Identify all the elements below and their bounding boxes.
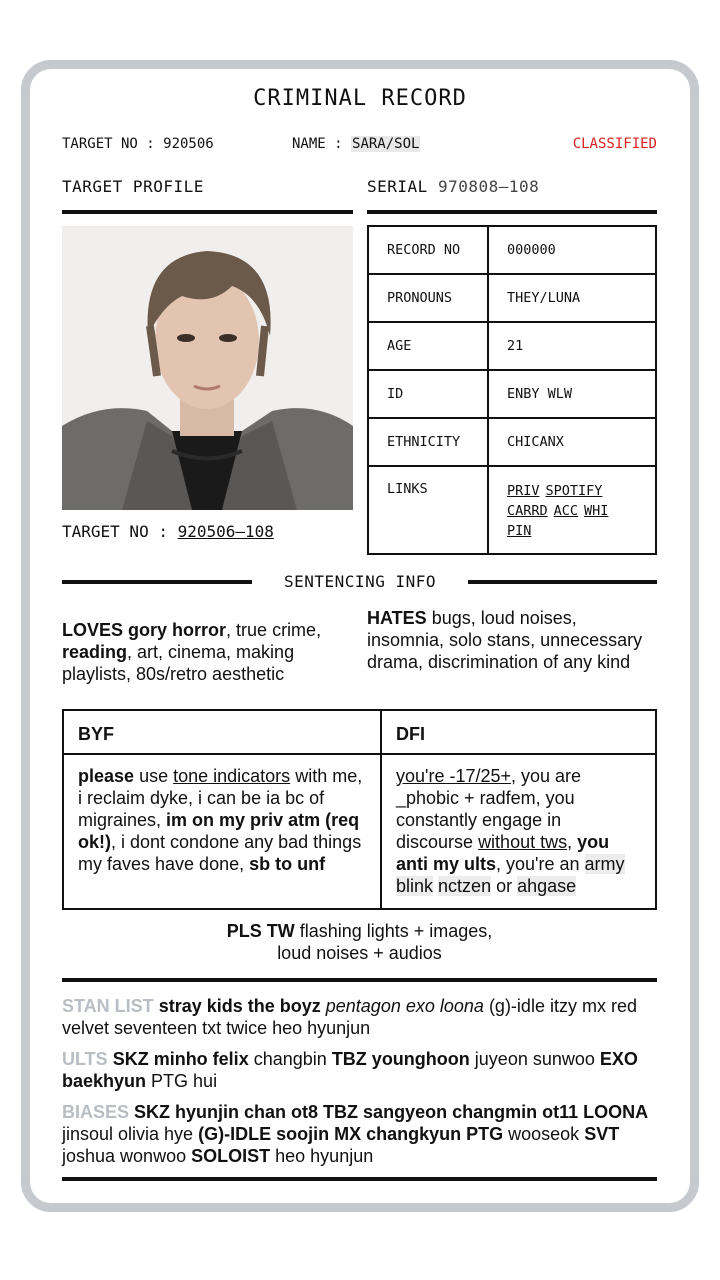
biases-text: heo hyunjun	[275, 1146, 374, 1166]
row-key: ETHNICITY	[368, 418, 488, 466]
loves-rest-2: , art, cinema, making playlists, 80s/retro aesthetic	[62, 642, 295, 684]
table-row	[368, 226, 656, 274]
target-number: TARGET NO : 920506	[62, 136, 214, 152]
divider	[62, 580, 252, 584]
dfi-text: ,	[567, 832, 573, 852]
row-key: AGE	[368, 322, 488, 370]
serial-field	[367, 177, 539, 196]
byf-text: with me, i reclaim dyke, i can be ia bc of migraines,	[78, 766, 363, 830]
loves-bold: gory horror	[128, 620, 227, 640]
row-value: CHICANX	[488, 418, 656, 466]
stan-bold: stray kids the boyz	[158, 996, 321, 1016]
loves-bold-2: reading	[62, 642, 128, 662]
dfi-fandom: blink	[396, 876, 434, 896]
biases-list	[62, 1101, 657, 1167]
dfi-text: , you're an	[496, 854, 580, 874]
name-label: NAME :	[292, 136, 343, 152]
table-row	[368, 370, 656, 418]
biases-bold: SKZ hyunjin chan ot8 TBZ sangyeon changmin ot11 LOONA	[134, 1102, 649, 1122]
dfi-without-tws: without tws	[478, 832, 568, 852]
photo-caption	[62, 522, 274, 541]
biases-text: jinsoul olivia hye	[62, 1124, 194, 1144]
byf-text: use	[139, 766, 169, 786]
link-carrd[interactable]: CARRD	[507, 503, 548, 519]
link-priv[interactable]: PRIV	[507, 483, 540, 499]
divider	[468, 580, 657, 584]
row-key: ID	[368, 370, 488, 418]
profile-table	[367, 225, 657, 555]
stan-list	[62, 995, 657, 1039]
row-value: 21	[488, 322, 656, 370]
table-row-links	[368, 466, 656, 554]
byf-text: , i dont condone any bad things my faves have done,	[78, 832, 362, 874]
biases-text: wooseok	[508, 1124, 580, 1144]
target-profile-heading: TARGET PROFILE	[62, 177, 204, 196]
row-key: LINKS	[368, 466, 488, 554]
loves-text	[62, 619, 352, 685]
hates-value: bugs, loud noises, insomnia, solo stans, unnecessary drama, discrimination of any kind	[367, 608, 643, 672]
dfi-fandom: ahgase	[517, 876, 577, 896]
dfi-text: , you are _phobic + radfem, you constantly engage in discourse	[396, 766, 582, 852]
hates-label: HATES	[367, 608, 427, 628]
biases-label: BIASES	[62, 1102, 130, 1122]
dfi-age: you're -17/25+	[396, 766, 512, 786]
row-value: ENBY WLW	[488, 370, 656, 418]
dfi-text: or	[496, 876, 513, 896]
ults-list	[62, 1048, 657, 1092]
stan-italic: pentagon exo loona	[325, 996, 484, 1016]
link-whi[interactable]: WHI	[584, 503, 609, 519]
byf-dfi-table	[62, 709, 657, 910]
table-row	[368, 418, 656, 466]
dfi-anti-ults: you anti my ults	[396, 832, 610, 874]
link-pin[interactable]: PIN	[507, 523, 532, 539]
byf-header: BYF	[63, 710, 381, 754]
divider	[62, 210, 353, 214]
ults-bold: EXO baekhyun	[62, 1049, 638, 1091]
link-spotify[interactable]: SPOTIFY	[545, 483, 603, 499]
dfi-fandom: army	[584, 854, 625, 874]
page-title: CRIMINAL RECORD	[253, 86, 467, 111]
table-row	[368, 322, 656, 370]
tw-label: PLS TW	[226, 921, 295, 941]
loves-label: LOVES	[62, 620, 124, 640]
portrait-image	[62, 226, 353, 510]
trigger-warning-note	[62, 920, 657, 964]
divider	[62, 978, 657, 982]
row-value: THEY/LUNA	[488, 274, 656, 322]
ults-bold: SKZ minho felix	[112, 1049, 249, 1069]
hates-text	[367, 607, 657, 673]
sentencing-heading: SENTENCING INFO	[284, 572, 436, 591]
byf-tone-indicators: tone indicators	[173, 766, 291, 786]
photo-caption-value: 920506–108	[177, 522, 274, 541]
stan-list-label: STAN LIST	[62, 996, 154, 1016]
dfi-header: DFI	[381, 710, 656, 754]
biases-bold: SOLOIST	[191, 1146, 271, 1166]
divider	[62, 1177, 657, 1181]
row-value: 000000	[488, 226, 656, 274]
divider	[367, 210, 657, 214]
row-key: RECORD NO	[368, 226, 488, 274]
tw-text: flashing lights + images,	[299, 921, 493, 941]
ults-text: juyeon sunwoo	[474, 1049, 595, 1069]
ults-text: changbin	[253, 1049, 327, 1069]
links-list	[507, 481, 649, 541]
ults-bold: TBZ younghoon	[331, 1049, 470, 1069]
row-key: PRONOUNS	[368, 274, 488, 322]
biases-bold: SVT	[584, 1124, 620, 1144]
link-acc[interactable]: ACC	[553, 503, 579, 519]
byf-please: please	[78, 766, 135, 786]
byf-sb-to-unf: sb to unf	[249, 854, 326, 874]
stan-rest: (g)-idle itzy mx red velvet seventeen txt twice heo hyunjun	[62, 996, 637, 1038]
ults-text: PTG hui	[151, 1071, 218, 1091]
tw-text: loud noises + audios	[277, 943, 442, 963]
profile-photo	[62, 226, 353, 510]
dfi-content	[381, 754, 656, 909]
name-field	[292, 136, 420, 152]
table-row	[368, 274, 656, 322]
ults-label: ULTS	[62, 1049, 108, 1069]
dfi-fandom: nctzen	[438, 876, 492, 896]
biases-bold: (G)-IDLE soojin MX changkyun PTG	[198, 1124, 504, 1144]
byf-priv-note: im on my priv atm (req ok!)	[78, 810, 360, 852]
serial-value: 970808–108	[437, 177, 540, 196]
classified-badge: CLASSIFIED	[572, 136, 657, 152]
biases-text: joshua wonwoo	[62, 1146, 187, 1166]
photo-caption-label: TARGET NO :	[62, 522, 168, 541]
byf-content	[63, 754, 381, 909]
name-value: SARA/SOL	[352, 136, 420, 152]
serial-label: SERIAL	[367, 177, 428, 196]
loves-rest: , true crime,	[226, 620, 322, 640]
